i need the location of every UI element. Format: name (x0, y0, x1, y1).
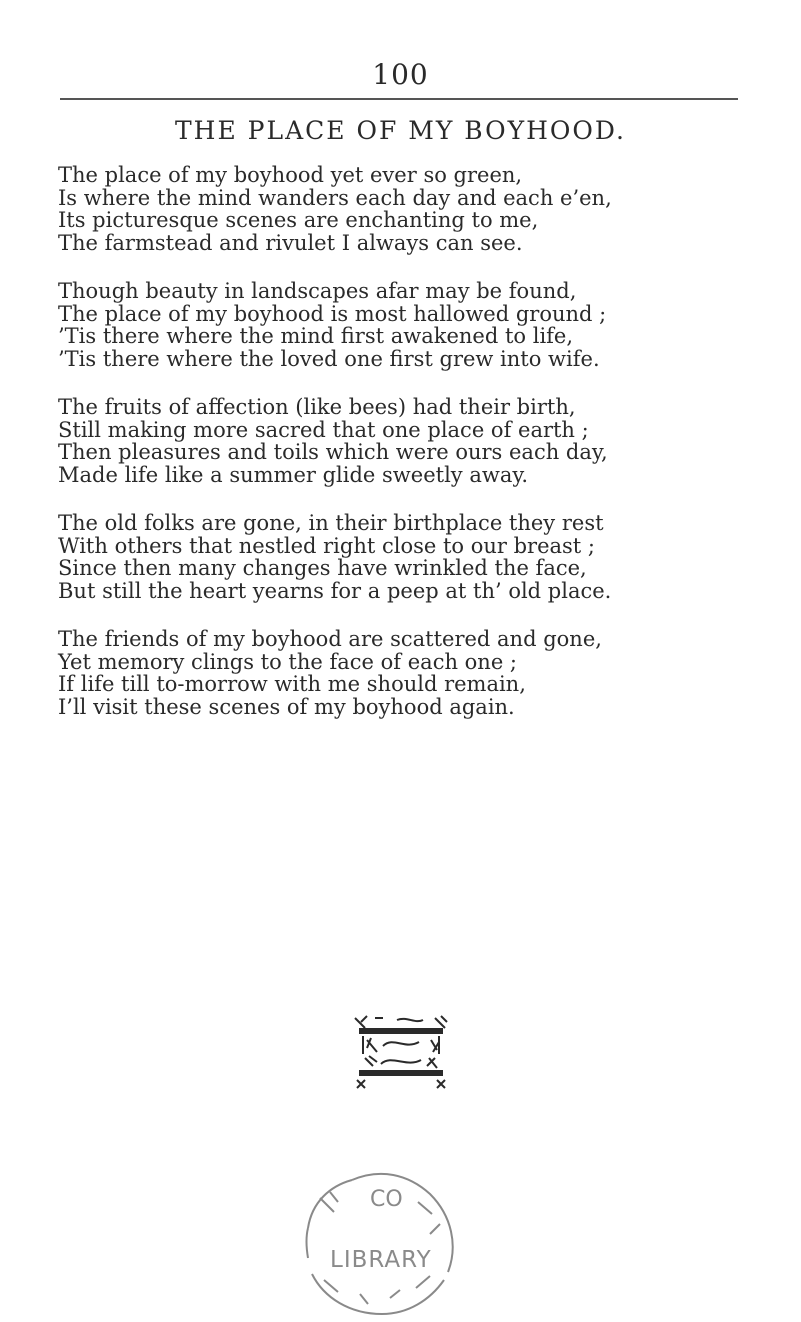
stanza-3 (58, 396, 778, 486)
stanza-4 (58, 512, 778, 602)
page-number: 100 (372, 58, 429, 91)
poem-line: Then pleasures and toils which were ours each day, (58, 440, 608, 464)
poem-line: ’Tis there where the mind first awakened to life, (58, 324, 574, 348)
poem-line: But still the heart yearns for a peep at th’ old place. (58, 578, 612, 603)
stamp-center-text: LIBRARY (330, 1247, 432, 1273)
poem-line: Though beauty in landscapes afar may be found, (58, 279, 577, 303)
poem-line: Since then many changes have wrinkled the face, (58, 556, 587, 580)
poem-line: I’ll visit these scenes of my boyhood again. (58, 694, 515, 719)
library-stamp (290, 1168, 460, 1322)
poem-line: Still making more sacred that one place of earth ; (58, 417, 589, 442)
poem-line: The farmstead and rivulet I always can see. (58, 230, 523, 255)
stanza-1 (58, 164, 778, 254)
poem-line: Its picturesque scenes are enchanting to me, (58, 208, 539, 232)
poem-line: Made life like a summer glide sweetly away. (58, 462, 529, 487)
poem-line: The fruits of affection (like bees) had their birth, (58, 395, 576, 419)
poem-title: THE PLACE OF MY BOYHOOD. (174, 116, 627, 145)
poem-body (58, 164, 778, 744)
poem-line: ’Tis there where the loved one first grew into wife. (58, 346, 600, 371)
poem-line: Yet memory clings to the face of each one ; (58, 649, 517, 674)
header-rule (60, 98, 738, 100)
stamp-top-text: CO (370, 1187, 403, 1212)
poem-line: The friends of my boyhood are scattered and gone, (58, 627, 602, 651)
poem-line: The place of my boyhood is most hallowed ground ; (58, 301, 607, 326)
poem-line: Is where the mind wanders each day and each e’en, (58, 185, 612, 210)
poem-line: The place of my boyhood yet ever so green, (58, 163, 523, 187)
poem-line: If life till to-morrow with me should remain, (58, 672, 526, 696)
stanza-5 (58, 628, 778, 718)
poem-line: With others that nestled right close to our breast ; (58, 533, 595, 558)
poem-line: The old folks are gone, in their birthplace they rest (58, 511, 604, 535)
printers-ornament-icon (353, 1014, 449, 1096)
stanza-2 (58, 280, 778, 370)
